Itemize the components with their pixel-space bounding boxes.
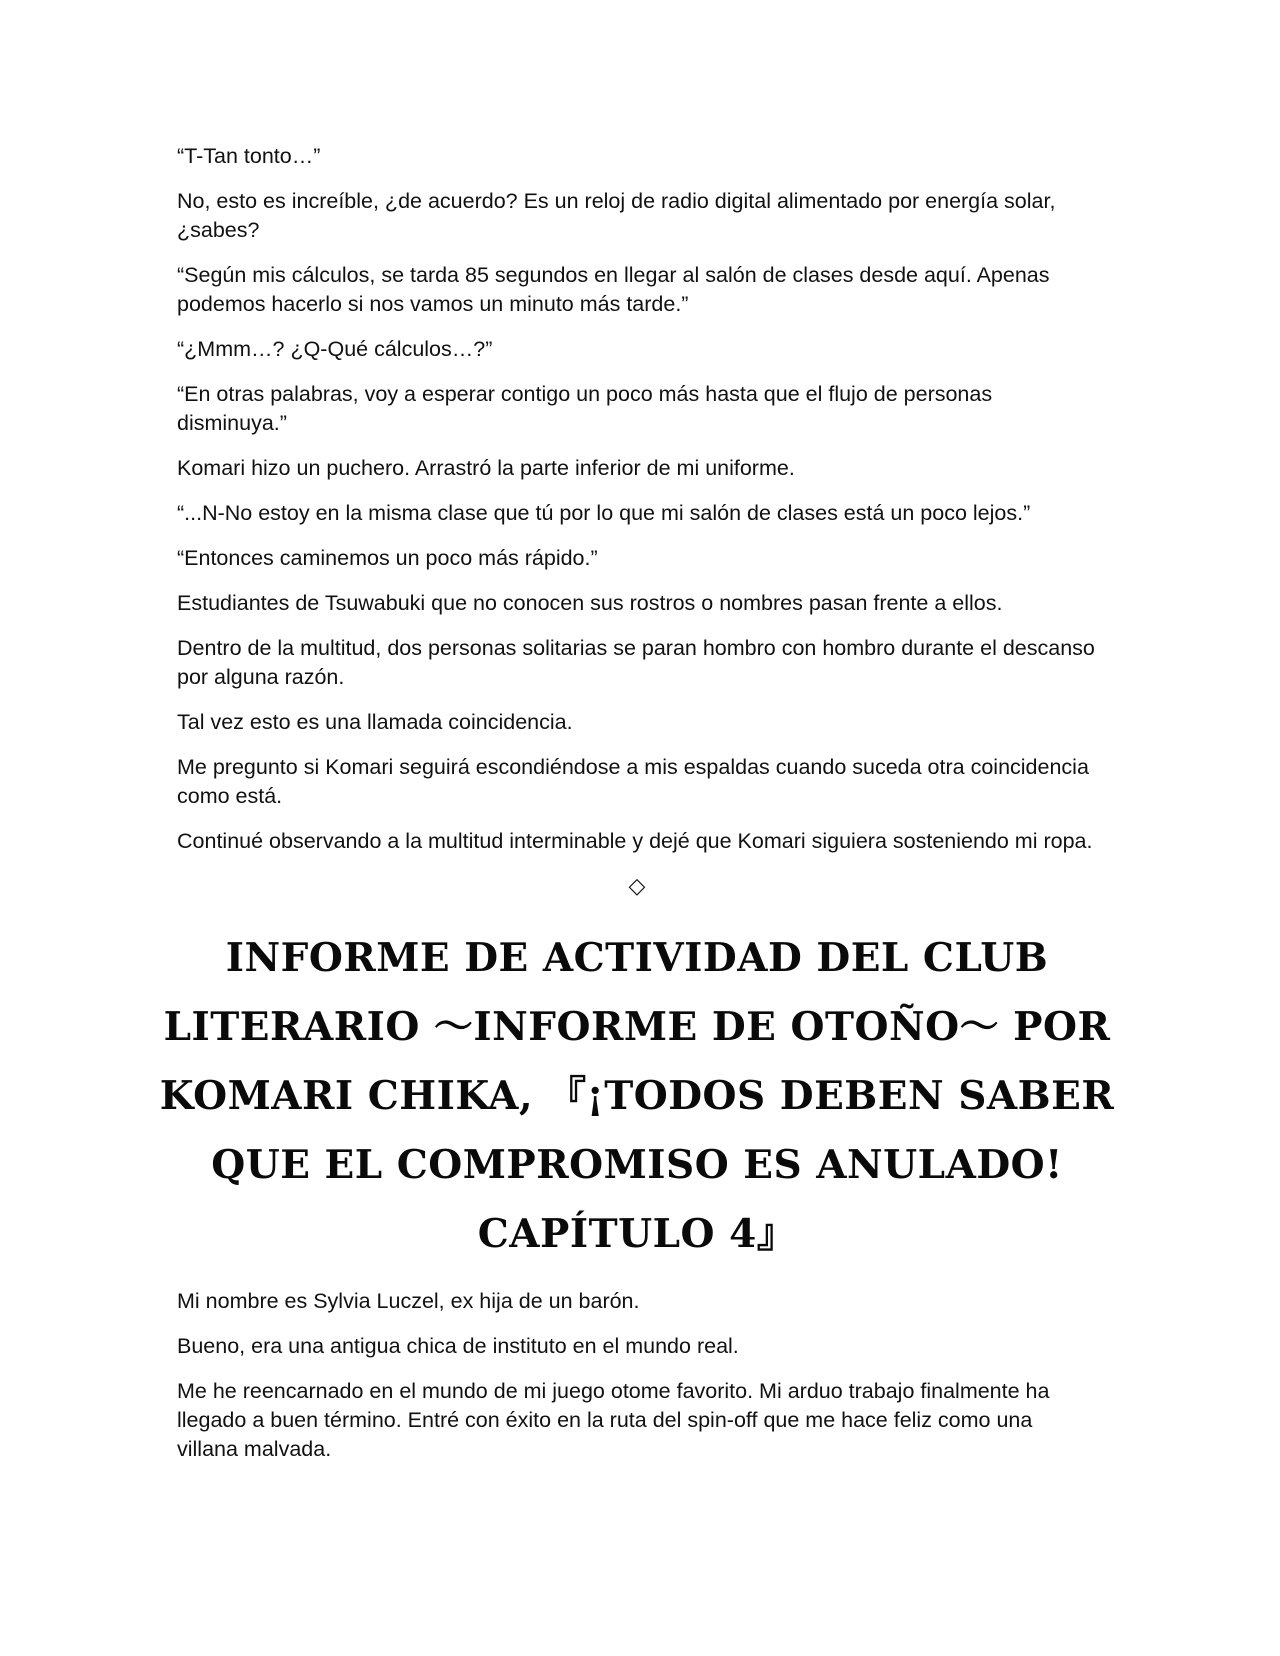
paragraph: Dentro de la multitud, dos personas solitarias se paran hombro con hombro durante el descanso por alguna razón. — [177, 636, 1095, 689]
document-page — [159, 142, 1115, 1480]
paragraph: Tal vez esto es una llamada coincidencia. — [177, 710, 573, 734]
paragraph: “Según mis cálculos, se tarda 85 segundos en llegar al salón de clases desde aquí. Apenas podemos hacerlo si nos vamos un minuto más tarde.” — [177, 263, 1050, 316]
paragraph: Estudiantes de Tsuwabuki que no conocen sus rostros o nombres pasan frente a ellos. — [177, 591, 1003, 615]
paragraph: “T-Tan tonto…” — [177, 144, 321, 168]
paragraph: “En otras palabras, voy a esperar contigo un poco más hasta que el flujo de personas disminuya.” — [177, 382, 993, 435]
paragraph: Bueno, era una antigua chica de instituto en el mundo real. — [177, 1334, 739, 1358]
paragraph: Continué observando a la multitud interminable y dejé que Komari siguiera sosteniendo mi ropa. — [177, 829, 1093, 853]
paragraph: Me pregunto si Komari seguirá escondiéndose a mis espaldas cuando suceda otra coincidencia como está. — [177, 755, 1089, 808]
paragraph: Komari hizo un puchero. Arrastró la parte inferior de mi uniforme. — [177, 456, 795, 480]
paragraph: “Entonces caminemos un poco más rápido.” — [177, 546, 598, 570]
paragraph: “¿Mmm…? ¿Q-Qué cálculos…?” — [177, 337, 493, 361]
chapter-heading: INFORME DE ACTIVIDAD DEL CLUB LITERARIO ～INFORME DE OTOÑO～ POR KOMARI CHIKA, 『¡TODOS DEBEN SABER QUE EL COMPROMISO ES ANULADO! CAPÍTULO 4』 — [159, 935, 1115, 1257]
paragraph: “...N-No estoy en la misma clase que tú por lo que mi salón de clases está un poco lejos.” — [177, 501, 1031, 525]
paragraph: No, esto es increíble, ¿de acuerdo? Es un reloj de radio digital alimentado por energía solar, ¿sabes? — [177, 189, 1056, 242]
paragraph: Me he reencarnado en el mundo de mi juego otome favorito. Mi arduo trabajo finalmente ha llegado a buen término. Entré con éxito en la ruta del spin-off que me hace feliz como una villana malvada. — [177, 1379, 1050, 1461]
paragraph: Mi nombre es Sylvia Luczel, ex hija de un barón. — [177, 1289, 640, 1313]
section-separator-diamond-icon: ◇ — [628, 874, 646, 899]
